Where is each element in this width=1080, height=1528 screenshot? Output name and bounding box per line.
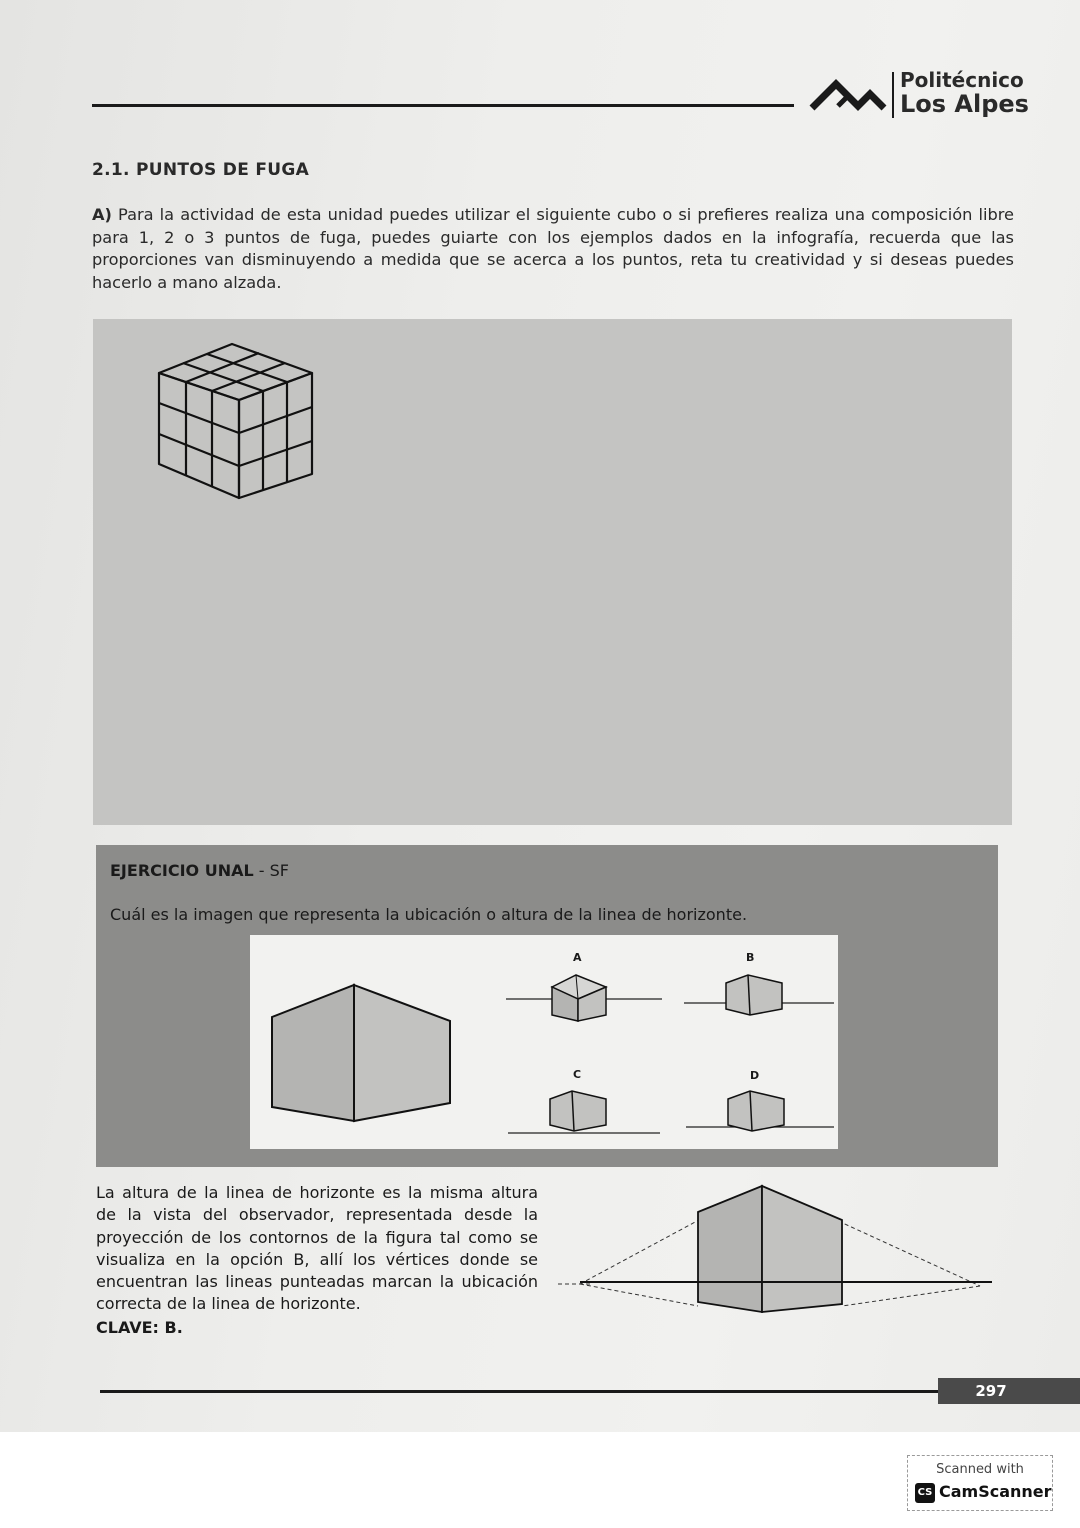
answer-key: CLAVE: B. xyxy=(96,1318,183,1337)
option-a-label: A xyxy=(573,951,582,964)
option-a-figure xyxy=(506,971,666,1023)
option-c-figure xyxy=(508,1087,664,1139)
intro-paragraph xyxy=(92,204,1014,294)
exercise-title xyxy=(110,861,289,880)
mountain-logo-icon xyxy=(808,76,888,112)
exercise-box xyxy=(96,845,998,1167)
option-b-figure xyxy=(684,971,838,1023)
horizon-line-figure xyxy=(550,1176,996,1316)
section-title: 2.1. PUNTOS DE FUGA xyxy=(92,160,310,180)
camscanner-watermark xyxy=(907,1455,1053,1511)
explanation-paragraph: La altura de la linea de horizonte es la misma altura de la vista del observador, representada desde la proyección de los contornos de la figura tal como se visualiza en la opción B, allí los vértices donde se encuentran las lineas punteadas marcan la ubicación correcta de la linea de horizonte. xyxy=(96,1183,538,1314)
watermark-brand: CamScanner xyxy=(939,1482,1052,1501)
option-b-label: B xyxy=(746,951,755,964)
logo-text-line2: Los Alpes xyxy=(900,90,1029,118)
exercise-question: Cuál es la imagen que representa la ubicación o altura de la linea de horizonte. xyxy=(110,905,748,924)
exercise-title-bold: EJERCICIO UNAL xyxy=(110,861,254,880)
page-number: 297 xyxy=(938,1378,1080,1404)
option-d-label: D xyxy=(750,1069,760,1082)
intro-text: Para la actividad de esta unidad puedes utilizar el siguiente cubo o si prefieres realiza una composición libre para 1, 2 o 3 puntos de fuga, puedes guiarte con los ejemplos dados en la infografía, recuerda que las proporciones van disminuyendo a medida que se acerca a los puntos, reta tu creatividad y si deseas puedes hacerlo a mano alzada. xyxy=(92,205,1014,292)
exercise-title-suffix: - SF xyxy=(253,861,289,880)
option-d-figure xyxy=(686,1087,838,1139)
watermark-top-text: Scanned with xyxy=(936,1462,1024,1477)
intro-label: A) xyxy=(92,205,112,224)
institution-logo xyxy=(808,66,1029,122)
exercise-figure-panel xyxy=(250,935,838,1149)
logo-divider xyxy=(892,72,894,118)
header-rule xyxy=(92,104,794,107)
logo-text-line1: Politécnico xyxy=(900,68,1024,92)
camscanner-logo-icon: CS xyxy=(915,1483,935,1503)
footer-rule xyxy=(100,1390,938,1393)
cube-grid-drawing xyxy=(150,340,320,510)
main-box-figure xyxy=(268,981,454,1127)
option-c-label: C xyxy=(573,1068,582,1081)
